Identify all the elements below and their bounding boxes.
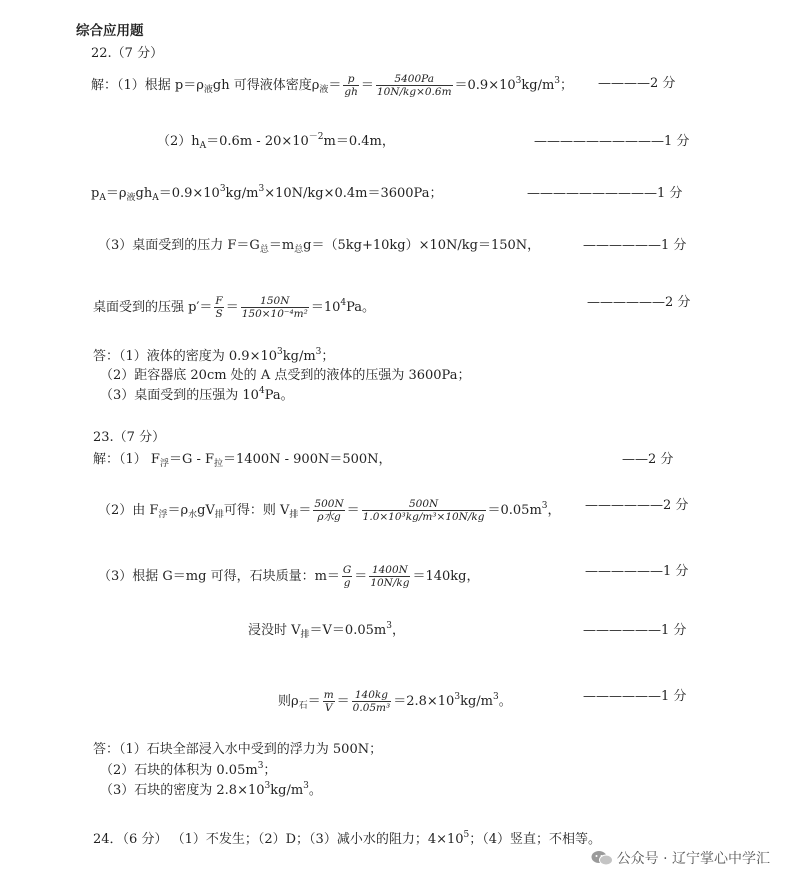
q22-line1: 解：（1）根据 $p=\rho_液gh$ 可得液体密度$\rho_液=$ $\frac{p}{gh}$ ＝ $\frac{5400Pa}{10N/kg\times 0.6m}$ $=0.9\times 10^3kg/m^3$；	[91, 73, 574, 98]
score: ——————2 分	[585, 498, 689, 513]
q23-answer-2: （2）石块的体积为 $0.05m^3$；	[100, 761, 277, 778]
score: ——————1 分	[583, 689, 687, 704]
q22-line3: $p_A=\rho_液gh_A=0.9\times 10^3kg/m^3\times 10N/kg\times 0.4m=3600Pa$；	[91, 184, 443, 203]
q23-header: 23.（7 分）	[93, 430, 166, 445]
score: ——————————1 分	[527, 186, 683, 201]
fraction: $\frac{m}{V}$	[323, 689, 334, 714]
q24-line: 24．（6 分） （1）不发生；（2）D；（3）减小水的阻力；$4\times 10^5$；（4）竖直；不相等。	[93, 830, 602, 847]
q23-answer-3: （3）石块的密度为 $2.8\times 10^3kg/m^3$。	[100, 781, 322, 798]
q23-line5: 则$\rho_石=$ $\frac{m}{V}$ ＝ $\frac{140kg}{\text{0.05m³}}$ $=2.8\times 10^3kg/m^3$。	[278, 689, 512, 714]
q23-line4: 浸没时 $V_排=V=0.05m^3$，	[248, 621, 405, 640]
score: ——2 分	[622, 452, 674, 467]
score: ——————————1 分	[534, 134, 690, 149]
q23-line2: （2）由 $F_浮=\rho_水gV_排$可得：则 $V_排=$ $\frac{500N}{\text{ρ水g}}$ ＝ $\frac{500N}{\text{1.0×10³kg/m³×10N/kg}}$ $=0.05m^3$，	[98, 498, 561, 523]
q23-line1: 解：（1） $F_浮=G - F_拉=1400N - 900N=500N$，	[93, 452, 392, 469]
fraction: $\frac{150N}{\text{150×10⁻⁴m²}}$	[241, 295, 308, 320]
score: ——————1 分	[585, 564, 689, 579]
q22-line2: $(2)h_A=0.6m - 20\times 10^{-2}m=0.4m$，	[157, 132, 395, 151]
score: ————2 分	[598, 76, 676, 91]
score: ——————1 分	[583, 238, 687, 253]
q22-answer-1: 答：（1）液体的密度为 $0.9\times 10^3kg/m^3$；	[93, 347, 335, 364]
wechat-icon	[591, 850, 613, 866]
fraction: $\frac{140kg}{\text{0.05m³}}$	[352, 689, 391, 714]
fraction: $\frac{G}{g}$	[342, 564, 352, 589]
q22-line4: （3）桌面受到的压力 $F=G_总=m_总g=(5kg+10kg)\times 10N/kg=150N$，	[98, 238, 541, 255]
fraction: $\frac{500N}{\text{1.0×10³kg/m³×10N/kg}}$	[362, 498, 485, 523]
fraction: $\frac{1400N}{10N/kg}$	[370, 564, 410, 589]
q23-line3: （3）根据 G＝mg 可得，石块质量：m＝ $\frac{G}{g}$ ＝ $\frac{1400N}{10N/kg}$ ＝140kg，	[98, 564, 480, 589]
section-title: 综合应用题	[76, 23, 144, 39]
q23-answer-1: 答：（1）石块全部浸入水中受到的浮力为 500N；	[93, 742, 383, 757]
score: ——————2 分	[587, 295, 691, 310]
fraction: $\frac{F}{S}$	[215, 295, 223, 320]
watermark: 公众号 · 辽宁掌心中学汇	[591, 848, 770, 868]
fraction: $\frac{500N}{\text{ρ水g}}$	[314, 498, 344, 523]
q22-header: 22.（7 分）	[91, 46, 164, 61]
q22-answer-3: （3）桌面受到的压强为 $10^4Pa$。	[100, 386, 294, 403]
q22-answer-2: （2）距容器底 20cm 处的 A 点受到的液体的压强为 3600Pa；	[100, 368, 471, 383]
fraction: $\frac{p}{gh}$	[344, 73, 358, 98]
fraction: $\frac{5400Pa}{10N/kg\times 0.6m}$	[376, 73, 452, 98]
q22-line5: 桌面受到的压强 p′＝ $\frac{F}{S}$ ＝ $\frac{150N}{\text{150×10⁻⁴m²}}$ $=10^4Pa$。	[93, 295, 376, 320]
score: ——————1 分	[583, 623, 687, 638]
